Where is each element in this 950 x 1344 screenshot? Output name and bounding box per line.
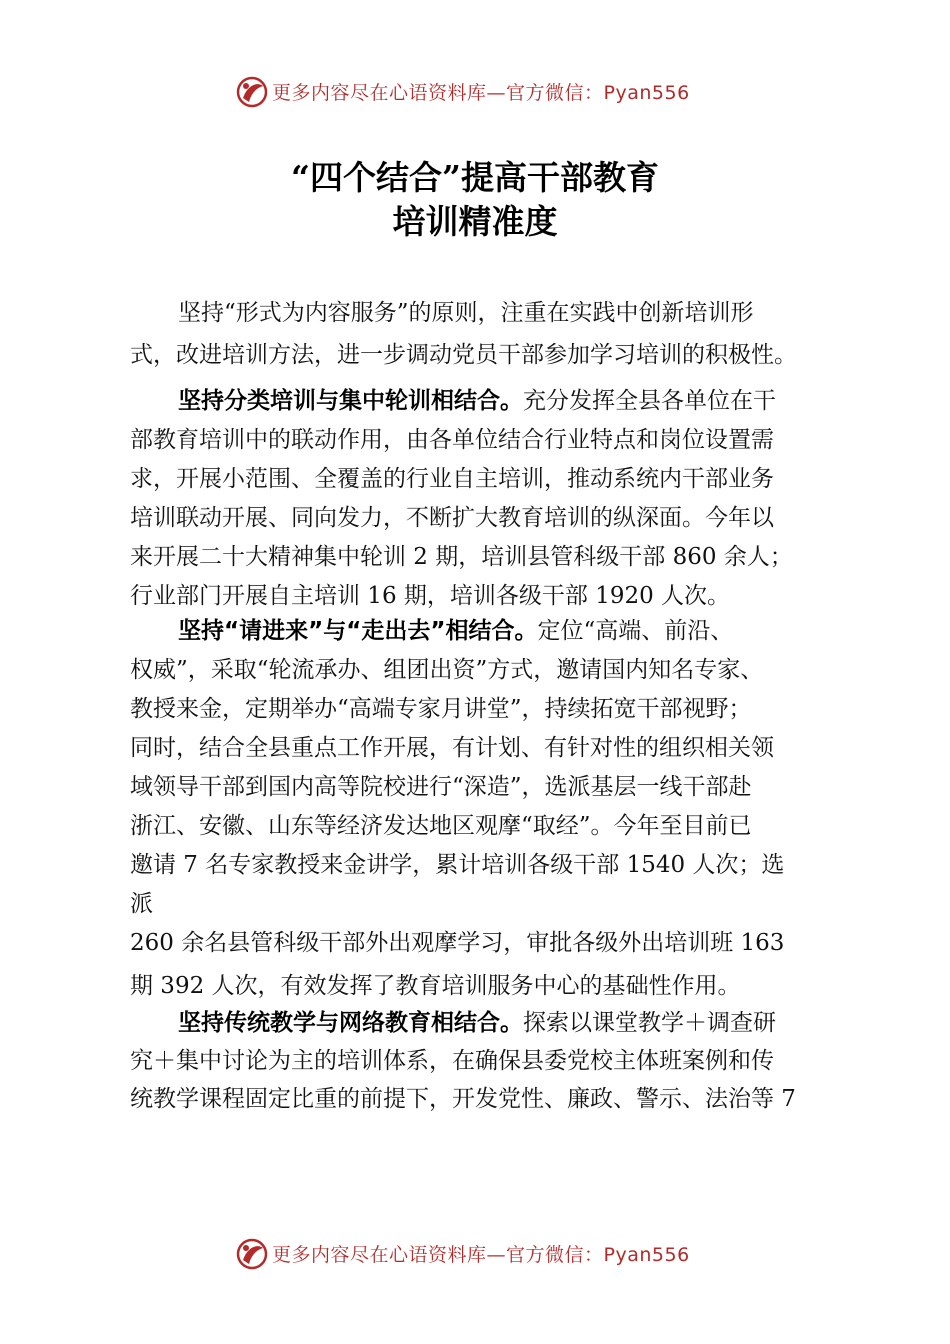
- body-line: 式，改进培训方法，进一步调动党员干部参加学习培训的积极性。: [130, 342, 797, 368]
- paragraph-first-line: 坚持“请进来”与“走出去”相结合。定位“高端、前沿、: [178, 618, 734, 644]
- document-title-line-1: “四个结合”提高干部教育: [291, 158, 659, 197]
- body-line: 邀请 7 名专家教授来金讲学，累计培训各级干部 1540 人次；选: [130, 852, 785, 878]
- body-line: 部教育培训中的联动作用，由各单位结合行业特点和岗位设置需: [130, 427, 774, 453]
- header-watermark: [0, 72, 950, 112]
- body-line: 教授来金，定期举办“高端专家月讲堂”，持续拓宽干部视野；: [130, 696, 752, 722]
- body-line: 求，开展小范围、全覆盖的行业自主培训，推动系统内干部业务: [130, 466, 774, 492]
- paragraph-first-line: 坚持分类培训与集中轮训相结合。充分发挥全县各单位在干: [178, 388, 776, 414]
- brand-logo-icon: [234, 74, 270, 110]
- body-line: 行业部门开展自主培训 16 期，培训各级干部 1920 人次。: [130, 583, 731, 609]
- section-heading: 坚持“请进来”与“走出去”相结合。: [178, 618, 538, 644]
- body-line: 期 392 人次，有效发挥了教育培训服务中心的基础性作用。: [130, 973, 741, 999]
- body-line: 派: [130, 891, 153, 917]
- paragraph-first-line: 坚持传统教学与网络教育相结合。探索以课堂教学＋调查研: [178, 1010, 776, 1036]
- watermark-text: 更多内容尽在心语资料库—官方微信：Pyan556: [272, 82, 690, 104]
- body-line: 域领导干部到国内高等院校进行“深造”，选派基层一线干部赴: [130, 774, 752, 800]
- body-line: 培训联动开展、同向发力，不断扩大教育培训的纵深面。今年以: [130, 505, 774, 531]
- section-heading: 坚持分类培训与集中轮训相结合。: [178, 388, 523, 414]
- body-line: 究＋集中讨论为主的培训体系，在确保县委党校主体班案例和传: [130, 1048, 774, 1074]
- body-line: 统教学课程固定比重的前提下，开发党性、廉政、警示、法治等 7: [130, 1086, 796, 1112]
- brand-logo-icon: [234, 1236, 270, 1272]
- body-line: 来开展二十大精神集中轮训 2 期，培训县管科级干部 860 余人；: [130, 544, 793, 570]
- body-line: 权威”，采取“轮流承办、组团出资”方式，邀请国内知名专家、: [130, 657, 764, 683]
- body-line: 浙江、安徽、山东等经济发达地区观摩“取经”。今年至目前已: [130, 813, 752, 839]
- footer-watermark: [0, 1234, 950, 1274]
- document-title-line-2: 培训精准度: [392, 202, 558, 241]
- body-line: 同时，结合全县重点工作开展，有计划、有针对性的组织相关领: [130, 735, 774, 761]
- watermark-text: 更多内容尽在心语资料库—官方微信：Pyan556: [272, 1244, 690, 1266]
- body-line: 260 余名县管科级干部外出观摩学习，审批各级外出培训班 163: [130, 930, 785, 956]
- section-heading: 坚持传统教学与网络教育相结合。: [178, 1010, 523, 1036]
- body-line: 坚持“形式为内容服务”的原则，注重在实践中创新培训形: [178, 300, 754, 326]
